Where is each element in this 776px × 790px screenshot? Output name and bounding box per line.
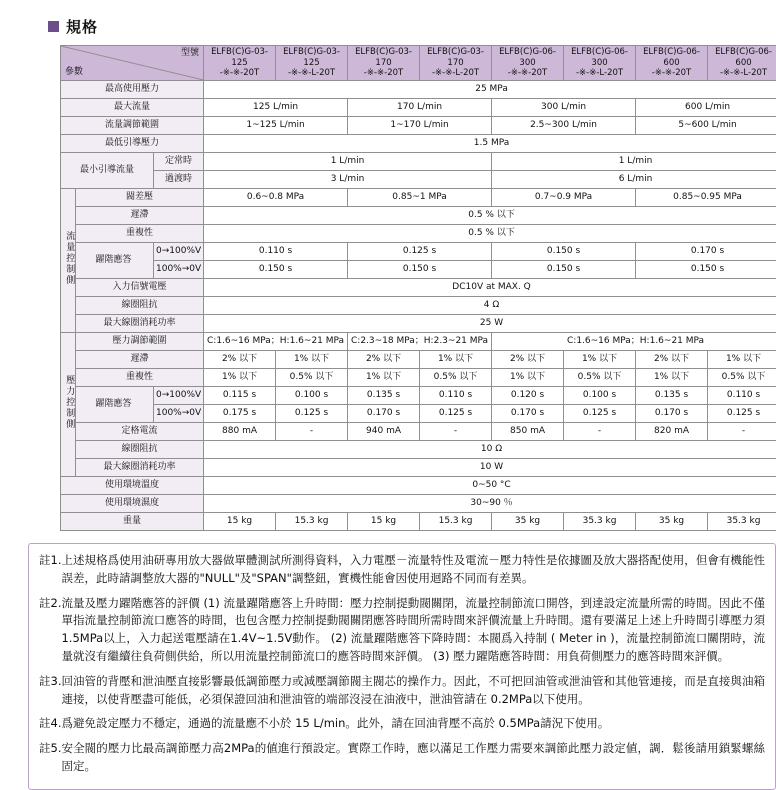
header-corner-cell: 型號 參數	[61, 46, 204, 81]
spec-value-cell: 0.125 s	[420, 404, 492, 422]
row-label: 壓力調節範圍	[76, 332, 204, 350]
note-body: 安全閥的壓力比最高調節壓力高2MPa的値進行預設定。實際工作時，應以滿足工作壓力需要來調節此壓力設定値，調．鬆後請用鎖緊螺絲固定。	[61, 740, 765, 776]
spec-value-cell: 600 L/min	[636, 98, 776, 116]
note-body: 回油管的背壓和泄油壓直接影響最低調節壓力或減壓調節閥主閥芯的操作力。因此，不可把回油管或泄油管和其他管連接，而是直接與油箱連接，以使背壓盡可能低，必須保證回油和泄油管的端部沒浸在油液中，泄油管請在 0.2MPa以下使用。	[61, 673, 765, 709]
bullet-square-icon	[48, 21, 59, 32]
spec-value-cell: 0.170 s	[348, 404, 420, 422]
spec-value-cell: 2.5~300 L/min	[492, 116, 636, 134]
spec-value-cell: 0.100 s	[564, 386, 636, 404]
row-label: 入力信號電壓	[76, 278, 204, 296]
spec-value-cell: 0.135 s	[636, 386, 708, 404]
spec-value-cell: 880 mA	[204, 422, 276, 440]
spec-value-cell: 1% 以下	[420, 350, 492, 368]
model-column-header: ELFB(C)G-06-300 -※-※-20T	[492, 46, 564, 81]
spec-value-cell: 300 L/min	[492, 98, 636, 116]
spec-value-cell: 125 L/min	[204, 98, 348, 116]
spec-value-cell: 0.175 s	[204, 404, 276, 422]
spec-value-cell: 0.125 s	[276, 404, 348, 422]
note-item	[39, 715, 765, 733]
spec-value-cell: 25 MPa	[204, 80, 776, 98]
spec-value-cell: 0.170 s	[636, 404, 708, 422]
spec-value-cell: 0.115 s	[204, 386, 276, 404]
table-row	[61, 242, 776, 260]
spec-value-cell: 0.100 s	[276, 386, 348, 404]
note-tag: 註3.	[39, 673, 61, 709]
table-row	[61, 80, 776, 98]
table-row	[61, 332, 776, 350]
row-label: 線圈阻抗	[76, 296, 204, 314]
row-label: 最大流量	[61, 98, 204, 116]
table-row	[61, 350, 776, 368]
row-label: 最高使用壓力	[61, 80, 204, 98]
model-column-header: ELFB(C)G-03-125 -※-※-20T	[204, 46, 276, 81]
spec-value-cell: 170 L/min	[348, 98, 492, 116]
spec-value-cell: 0.125 s	[564, 404, 636, 422]
model-column-header: ELFB(C)G-06-600 -※-※-20T	[636, 46, 708, 81]
spec-value-cell: -	[708, 422, 776, 440]
table-row	[61, 188, 776, 206]
row-label: 遲滯	[76, 206, 204, 224]
row-sublabel: 100%→0V	[154, 404, 204, 422]
row-label: 使用環境溫度	[61, 476, 204, 494]
note-item	[39, 740, 765, 776]
spec-value-cell: 0.5% 以下	[276, 368, 348, 386]
spec-value-cell: 0.120 s	[492, 386, 564, 404]
spec-value-cell: 0.150 s	[348, 260, 492, 278]
row-label: 最低引導壓力	[61, 134, 204, 152]
spec-value-cell: 5~600 L/min	[636, 116, 776, 134]
model-column-header: ELFB(C)G-03-170 -※-※-20T	[348, 46, 420, 81]
row-sublabel: 100%→0V	[154, 260, 204, 278]
spec-value-cell: -	[420, 422, 492, 440]
note-item	[39, 673, 765, 709]
spec-value-cell: 1% 以下	[348, 368, 420, 386]
spec-value-cell: 15 kg	[204, 512, 276, 530]
note-body: 上述規格爲使用油研專用放大器做單體測試所測得資料，入力電壓－流量特性及電流－壓力特性是依據圖及放大器搭配使用，但會有機能性誤差，此時請調整放大器的"NULL"及"SPAN"調整鈕，實機性能會因使用迴路不同而有差異。	[61, 552, 765, 588]
spec-value-cell: 35 kg	[636, 512, 708, 530]
table-row	[61, 512, 776, 530]
note-item	[39, 595, 765, 666]
note-item	[39, 552, 765, 588]
note-tag: 註2.	[39, 595, 61, 666]
row-label: 遲滯	[76, 350, 204, 368]
spec-value-cell: 35 kg	[492, 512, 564, 530]
spec-value-cell: 1% 以下	[636, 368, 708, 386]
table-row	[61, 386, 776, 404]
spec-value-cell: 0.110 s	[204, 242, 348, 260]
side-label: 壓力控制側	[61, 332, 76, 476]
spec-value-cell: 0.5% 以下	[564, 368, 636, 386]
notes-box	[28, 543, 776, 790]
spec-value-cell: 1% 以下	[276, 350, 348, 368]
side-label: 流量控制側	[61, 188, 76, 332]
row-label: 躍階應答	[76, 386, 154, 422]
model-column-header: ELFB(C)G-03-170 -※-※-L-20T	[420, 46, 492, 81]
page-title-text: 規格	[66, 16, 98, 37]
table-row	[61, 152, 776, 170]
row-sublabel: 過渡時	[154, 170, 204, 188]
spec-value-cell: 25 W	[204, 314, 776, 332]
spec-value-cell: 1% 以下	[492, 368, 564, 386]
note-tag: 註5.	[39, 740, 61, 776]
table-row	[61, 224, 776, 242]
row-label: 最大線圈消耗功率	[76, 314, 204, 332]
table-row	[61, 404, 776, 422]
spec-value-cell: 0.85~1 MPa	[348, 188, 492, 206]
spec-value-cell: 0.110 s	[420, 386, 492, 404]
spec-value-cell: 0.170 s	[492, 404, 564, 422]
table-row	[61, 206, 776, 224]
spec-value-cell: 1% 以下	[204, 368, 276, 386]
page-title	[48, 16, 762, 37]
spec-value-cell: 35.3 kg	[564, 512, 636, 530]
spec-value-cell: 0.170 s	[636, 242, 776, 260]
table-row	[61, 116, 776, 134]
table-row	[61, 458, 776, 476]
spec-value-cell: 2% 以下	[348, 350, 420, 368]
spec-value-cell: 1 L/min	[492, 152, 776, 170]
table-row	[61, 440, 776, 458]
spec-value-cell: DC10V at MAX. Q	[204, 278, 776, 296]
row-label: 重量	[61, 512, 204, 530]
spec-value-cell: 0.5 % 以下	[204, 224, 776, 242]
spec-value-cell: 0~50 °C	[204, 476, 776, 494]
spec-value-cell: 10 Ω	[204, 440, 776, 458]
spec-value-cell: 940 mA	[348, 422, 420, 440]
spec-value-cell: 15.3 kg	[276, 512, 348, 530]
row-label: 流量調節範圍	[61, 116, 204, 134]
spec-value-cell: 850 mA	[492, 422, 564, 440]
spec-value-cell: C:1.6~16 MPa；H:1.6~21 MPa	[204, 332, 348, 350]
spec-value-cell: 0.150 s	[204, 260, 348, 278]
spec-value-cell: -	[564, 422, 636, 440]
table-row	[61, 314, 776, 332]
row-label: 閥差壓	[76, 188, 204, 206]
table-row	[61, 278, 776, 296]
spec-value-cell: 0.150 s	[636, 260, 776, 278]
table-header-row	[61, 46, 776, 81]
spec-value-cell: 0.7~0.9 MPa	[492, 188, 636, 206]
spec-value-cell: 1.5 MPa	[204, 134, 776, 152]
note-tag: 註1.	[39, 552, 61, 588]
table-row	[61, 170, 776, 188]
spec-value-cell: 0.85~0.95 MPa	[636, 188, 776, 206]
row-label: 最小引導流量	[61, 152, 154, 188]
spec-value-cell: C:2.3~18 MPa；H:2.3~21 MPa	[348, 332, 492, 350]
spec-value-cell: 2% 以下	[636, 350, 708, 368]
spec-value-cell: 6 L/min	[492, 170, 776, 188]
model-column-header: ELFB(C)G-06-600 -※-※-L-20T	[708, 46, 776, 81]
row-label: 最大線圈消耗功率	[76, 458, 204, 476]
spec-value-cell: C:1.6~16 MPa；H:1.6~21 MPa	[492, 332, 776, 350]
row-label: 重複性	[76, 368, 204, 386]
spec-value-cell: 0.5% 以下	[420, 368, 492, 386]
spec-table-body	[61, 46, 776, 531]
table-row	[61, 476, 776, 494]
row-sublabel: 0→100%V	[154, 242, 204, 260]
spec-value-cell: 820 mA	[636, 422, 708, 440]
table-row	[61, 368, 776, 386]
spec-value-cell: 2% 以下	[204, 350, 276, 368]
spec-value-cell: 35.3 kg	[708, 512, 776, 530]
spec-value-cell: 1~125 L/min	[204, 116, 348, 134]
spec-value-cell: 1~170 L/min	[348, 116, 492, 134]
spec-value-cell: 0.110 s	[708, 386, 776, 404]
spec-value-cell: 0.135 s	[348, 386, 420, 404]
spec-value-cell: 0.125 s	[708, 404, 776, 422]
table-row	[61, 296, 776, 314]
spec-value-cell: 0.5 % 以下	[204, 206, 776, 224]
row-label: 重複性	[76, 224, 204, 242]
spec-value-cell: 15.3 kg	[420, 512, 492, 530]
spec-value-cell: 0.150 s	[492, 242, 636, 260]
spec-value-cell: -	[276, 422, 348, 440]
row-label: 使用環境濕度	[61, 494, 204, 512]
spec-value-cell: 0.125 s	[348, 242, 492, 260]
row-sublabel: 定常時	[154, 152, 204, 170]
spec-value-cell: 2% 以下	[492, 350, 564, 368]
note-body: 爲避免設定壓力不穩定，通過的流量應不小於 15 L/min。此外，請在回油背壓不高於 0.5MPa請況下使用。	[61, 715, 765, 733]
spec-value-cell: 30~90 ％	[204, 494, 776, 512]
model-column-header: ELFB(C)G-03-125 -※-※-L-20T	[276, 46, 348, 81]
spec-value-cell: 0.150 s	[492, 260, 636, 278]
spec-value-cell: 10 W	[204, 458, 776, 476]
table-row	[61, 98, 776, 116]
spec-value-cell: 3 L/min	[204, 170, 492, 188]
spec-value-cell: 1% 以下	[564, 350, 636, 368]
note-body: 流量及壓力躍階應答的評價 (1) 流量躍階應答上升時間：壓力控制提動閥關閉，流量控制節流口開啓，到達設定流量所需的時間。因此不僅單指流量控制節流口應答的時間，也包含壓力控制提動閥關閉應答時間所需時間來評價流量上升時間。還有要滿足上述上升時間引導壓力須1.5MPa以上，入力起送電壓請在1.4V~1.5V動作。 (2) 流量躍階應答下降時間：本閥爲入持制 ( Meter in )，流量控制節流口關閉時，流量就沒有繼續往負荷側供給，所以用流量控制節流口的應答時間來評價。 (3) 壓力躍階應答時間：用負荷側壓力的應答時間來評價。	[61, 595, 765, 666]
spec-value-cell: 0.6~0.8 MPa	[204, 188, 348, 206]
table-row	[61, 494, 776, 512]
spec-value-cell: 0.5% 以下	[708, 368, 776, 386]
spec-value-cell: 4 Ω	[204, 296, 776, 314]
spec-value-cell: 15 kg	[348, 512, 420, 530]
spec-table	[60, 45, 776, 531]
table-row	[61, 134, 776, 152]
table-row	[61, 260, 776, 278]
table-row	[61, 422, 776, 440]
note-tag: 註4.	[39, 715, 61, 733]
spec-value-cell: 1 L/min	[204, 152, 492, 170]
spec-value-cell: 1% 以下	[708, 350, 776, 368]
row-label: 定格電流	[76, 422, 204, 440]
row-label: 躍階應答	[76, 242, 154, 278]
model-column-header: ELFB(C)G-06-300 -※-※-L-20T	[564, 46, 636, 81]
row-sublabel: 0→100%V	[154, 386, 204, 404]
row-label: 線圈阻抗	[76, 440, 204, 458]
